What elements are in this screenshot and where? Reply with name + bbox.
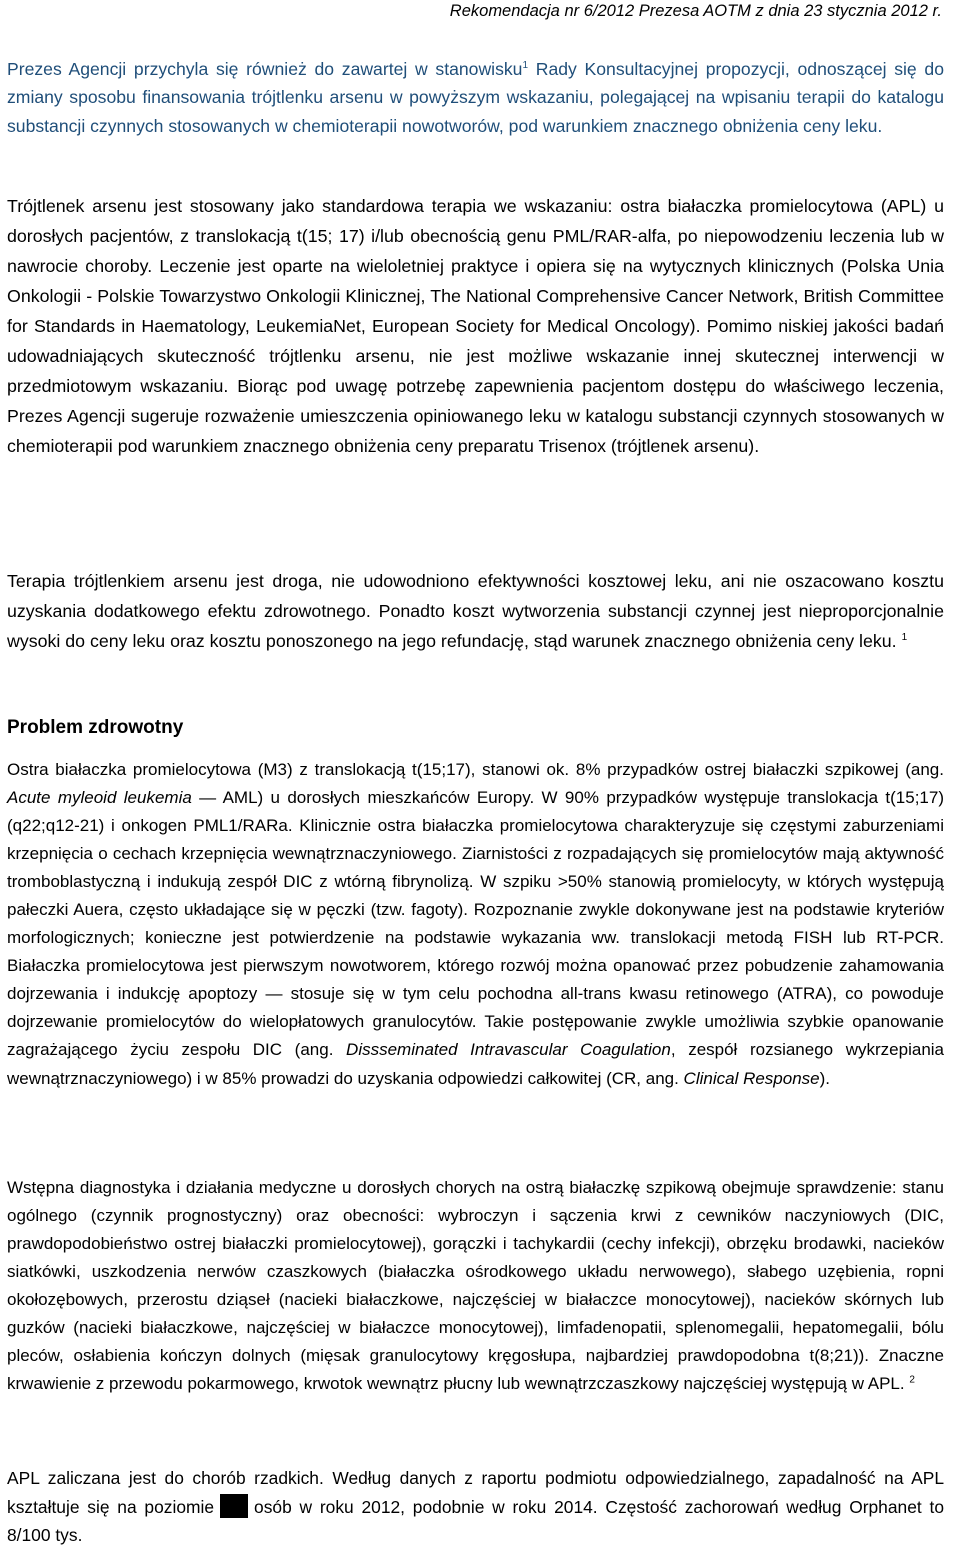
page-header: Rekomendacja nr 6/2012 Prezesa AOTM z dnia 23 stycznia 2012 r. bbox=[449, 2, 942, 20]
hp-text-1: Ostra białaczka promielocytowa (M3) z translokacją t(15;17), stanowi ok. 8% przypadków ostrej białaczki szpikowej (ang. bbox=[7, 760, 944, 779]
epi-text-1: APL zaliczana jest do chorób rzadkich. Według danych z raportu podmiotu odpowiedzialnego, zapadalność na APL kształtuje się na poziomie bbox=[7, 1468, 944, 1517]
footnote-ref: 1 bbox=[522, 60, 529, 72]
diagnostics-paragraph bbox=[7, 1174, 944, 1398]
health-problem-paragraph bbox=[7, 756, 944, 1093]
redaction-box bbox=[220, 1494, 248, 1518]
hp-italic-3: Clinical Response bbox=[683, 1068, 820, 1088]
epidemiology-paragraph bbox=[7, 1464, 944, 1550]
diagnostics-text: Wstępna diagnostyka i działania medyczne u dorosłych chorych na ostrą białaczkę szpikową obejmuje sprawdzenie: stanu ogólnego (czynnik prognostyczny) oraz obecności: wybroczyn i sączenia krwi z cewników naczyniowych (DIC, prawdopodobieństwo ostrej białaczki promielocytowej), gorączki i tachykardii (cechy infekcji), obrzęku brodawki, nacieków siatkówki, uszkodzenia nerwów czaszkowych (białaczka ośrodkowego układu nerwowego), słabego uzębienia, ropni okołozębowych, przerostu dziąseł (nacieki białaczkowe, najczęściej w białaczce monocytowej), nacieków skórnych lub guzków (nacieki białaczkowe, najczęściej w białaczce monocytowej), limfadenopatii, splenomegalii, hepatomegalii, bólu pleców, osłabienia kończyn dolnych (mięsak granulocytowy kręgosłupa, najbardziej prawdopodobna t(8;21)). Znaczne krwawienie z przewodu pokarmowego, krwotok wewnątrz płucny lub wewnątrzczaszkowy najczęściej występują w APL. bbox=[7, 1178, 944, 1394]
section-heading: Problem zdrowotny bbox=[7, 717, 184, 738]
footnote-ref: 2 bbox=[909, 1374, 915, 1386]
hp-text-3: , zespół rozsianego wykrzepiania wewnątrznaczyniowego) i w 85% prowadzi do uzyskania odpowiedzi całkowitej (CR, ang. bbox=[7, 1040, 945, 1088]
footnote-ref: 1 bbox=[901, 632, 908, 644]
hp-text-2: — AML) u dorosłych mieszkańców Europy. W 90% przypadków występuje translokacja t(15;17) (q22;q12-21) i onkogen PML1/RARa. Klinicznie ostra białaczka promielocytowa charakteryzuje się częstymi zaburzeniami krzepnięcia o cechach krzepnięcia wewnątrznaczyniowego. Ziarnistości z rozpadających się promielocytów mają aktywność tromboblastyczną i indukują zespół DIC z wtórną fibrynolizą. W szpiku >50% stanowią promielocyty, w których występują pałeczki Auera, często układające się w pęczki (tzw. fagoty). Rozpoznanie zwykle dokonywane jest na podstawie kryteriów morfologicznych; konieczne jest potwierdzenie na podstawie wykazania ww. translokacji metodą FISH lub RT-PCR. Białaczka promielocytowa jest pierwszym nowotworem, którego rozwój można opanować przez pobudzenie zahamowania dojrzewania i indukcję apoptozy — stosuje się w tym celu pochodna all-trans kwasu retinowego (ATRA), co powoduje dojrzewanie promielocytów do wielopłatowych granulocytów. Takie postępowanie zwykle umożliwia szybkie opanowanie zagrażającego życiu zespołu DIC (ang. bbox=[7, 788, 944, 1060]
epi-text-2: osób w roku 2012, podobnie w roku 2014. Częstość zachorowań według Orphanet to 8/100 tys. bbox=[7, 1496, 944, 1545]
cost-text: Terapia trójtlenkiem arsenu jest droga, nie udowodniono efektywności kosztowej leku, ani nie oszacowano kosztu uzyskania dodatkowego efektu zdrowotnego. Ponadto koszt wytworzenia substancji czynnej jest nieproporcjonalnie wysoki do ceny leku oraz kosztu ponoszonego na jego refundację, stąd warunek znacznego obniżenia ceny leku. bbox=[7, 571, 944, 651]
therapy-paragraph: Trójtlenek arsenu jest stosowany jako standardowa terapia we wskazaniu: ostra białaczka promielocytowa (APL) u dorosłych pacjentów, z translokacją t(15; 17) i/lub obecnością genu PML/RAR-alfa, po niepowodzeniu leczenia lub w nawrocie choroby. Leczenie jest oparte na wieloletniej praktyce i opiera się na wytycznych klinicznych (Polska Unia Onkologii - Polskie Towarzystwo Onkologii Klinicznej, The National Comprehensive Cancer Network, British Committee for Standards in Haematology, LeukemiaNet, European Society for Medical Oncology). Pomimo niskiej jakości badań udowadniających skuteczność trójtlenku arsenu, nie jest możliwe wskazanie innej skutecznej interwencji w przedmiotowym wskazaniu. Biorąc pod uwagę potrzebę zapewnienia pacjentom dostępu do właściwego leczenia, Prezes Agencji sugeruje rozważenie umieszczenia opiniowanego leku w katalogu substancji czynnych stosowanych w chemioterapii pod warunkiem znacznego obniżenia ceny preparatu Trisenox (trójtlenek arsenu). bbox=[7, 196, 944, 456]
cost-paragraph bbox=[7, 566, 944, 656]
intro-text-a: Prezes Agencji przychyla się również do zawartej w stanowisku bbox=[7, 59, 523, 79]
hp-italic-1: Acute myleoid leukemia bbox=[7, 788, 192, 808]
hp-text-4: ). bbox=[819, 1068, 831, 1088]
hp-italic-2: Dissseminated Intravascular Coagulation bbox=[346, 1040, 671, 1060]
intro-paragraph bbox=[7, 55, 944, 140]
intro-text-b: Rady Konsultacyjnej propozycji, odnoszącej się do zmiany sposobu finansowania trójtlenku arsenu w powyższym wskazaniu, polegającej na wpisaniu terapii do katalogu substancji czynnych stosowanych w chemioterapii nowotworów, pod warunkiem znacznego obniżenia ceny leku. bbox=[7, 59, 945, 136]
